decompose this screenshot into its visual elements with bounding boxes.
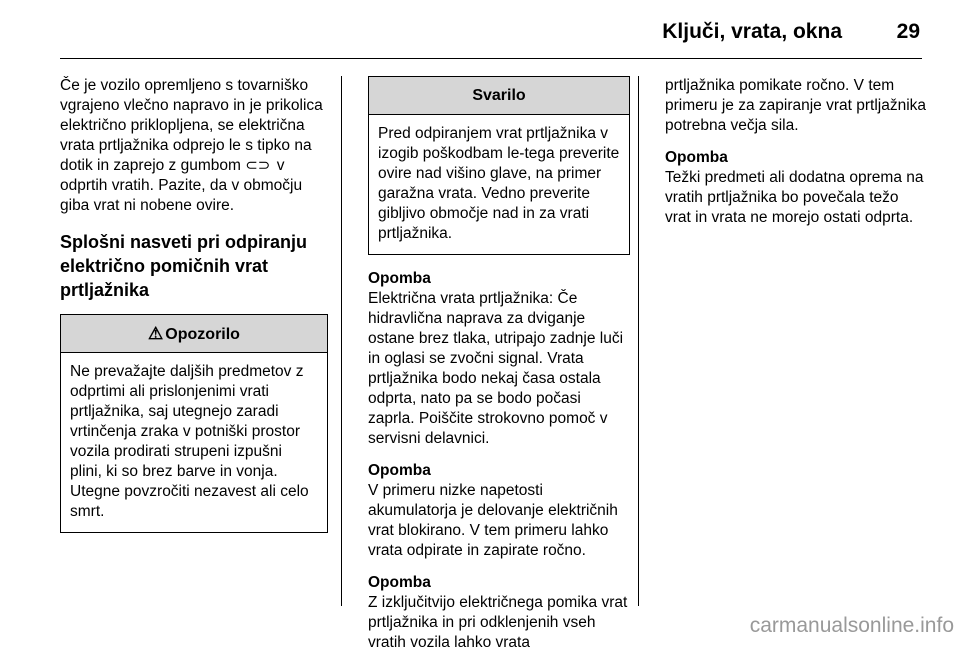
note-title: Opomba bbox=[368, 574, 431, 591]
caution-text: Pred odpiranjem vrat prtljažnika v izogib poškodbam le-tega preverite ovire nad višino glave, na primer garažna vrata. Vedno preverite gibljivo območje nad in za vrati prtljažnika. bbox=[378, 125, 620, 242]
watermark: carmanualsonline.info bbox=[749, 614, 954, 637]
note-block bbox=[665, 148, 927, 228]
caution-box bbox=[368, 76, 630, 255]
page-header bbox=[60, 14, 922, 59]
column-divider bbox=[638, 76, 639, 606]
note-text: Z izključitvijo električnega pomika vrat prtljažnika in pri odklenjenih vseh vratih vozila lahko vrata bbox=[368, 594, 628, 651]
column-divider bbox=[341, 76, 342, 606]
page-title: Ključi, vrata, okna bbox=[662, 20, 842, 43]
column-right bbox=[665, 76, 927, 240]
intro-paragraph bbox=[60, 76, 328, 216]
caution-title: Svarilo bbox=[369, 77, 629, 115]
note-title: Opomba bbox=[368, 270, 431, 287]
intro-text-continued: v odprtih vratih. Pazite, da v območju giba vrat ni nobene ovire. bbox=[60, 157, 303, 214]
car-tailgate-icon: ⊂⊃ bbox=[245, 157, 271, 174]
warning-box bbox=[60, 314, 328, 533]
intro-text: Če je vozilo opremljeno s tovarniško vgrajeno vlečno napravo in je prikolica električno priklopljena, se električna vrata prtljažnika odprejo le s tipko na dotik in zaprejo z gumbom bbox=[60, 77, 323, 174]
continuation-paragraph: prtljažnika pomikate ročno. V tem primeru je za zapiranje vrat prtljažnika potrebna večja sila. bbox=[665, 77, 927, 134]
warning-icon: ⚠ bbox=[148, 324, 164, 343]
page-number: 29 bbox=[896, 20, 920, 43]
warning-title-bar bbox=[61, 315, 327, 353]
note-block bbox=[368, 461, 630, 561]
note-text: Električna vrata prtljažnika: Če hidravlična naprava za dviganje ostane brez tlaka, utripajo zadnje luči in oglasi se zvočni signal. Vrata prtljažnika bodo nekaj časa ostala odprta, nato pa se bodo počasi zaprla. Poiščite strokovno pomoč v servisni delavnici. bbox=[368, 290, 624, 447]
note-text: Težki predmeti ali dodatna oprema na vratih prtljažnika bo povečala težo vrat in vrata ne morejo ostati odprta. bbox=[665, 169, 924, 226]
section-heading: Splošni nasveti pri odpiranju električno pomičnih vrat prtljažnika bbox=[60, 232, 308, 300]
note-block bbox=[368, 573, 630, 653]
note-title: Opomba bbox=[665, 149, 728, 166]
column-left bbox=[60, 76, 328, 533]
column-middle bbox=[368, 76, 630, 665]
note-block bbox=[368, 269, 630, 449]
warning-text: Ne prevažajte daljših predmetov z odprtimi ali prislonjenimi vrati prtljažnika, saj utegnejo zaradi vrtinčenja zraka v potniški prostor vozila prodirati strupeni izpušni plini, ki so brez barve in vonja. Utegne povzročiti nezavest ali celo smrt. bbox=[70, 363, 309, 520]
note-title: Opomba bbox=[368, 462, 431, 479]
note-text: V primeru nizke napetosti akumulatorja je delovanje električnih vrat blokirano. V tem primeru lahko vrata odpirate in zapirate ročno. bbox=[368, 482, 618, 559]
warning-title: Opozorilo bbox=[165, 326, 240, 343]
